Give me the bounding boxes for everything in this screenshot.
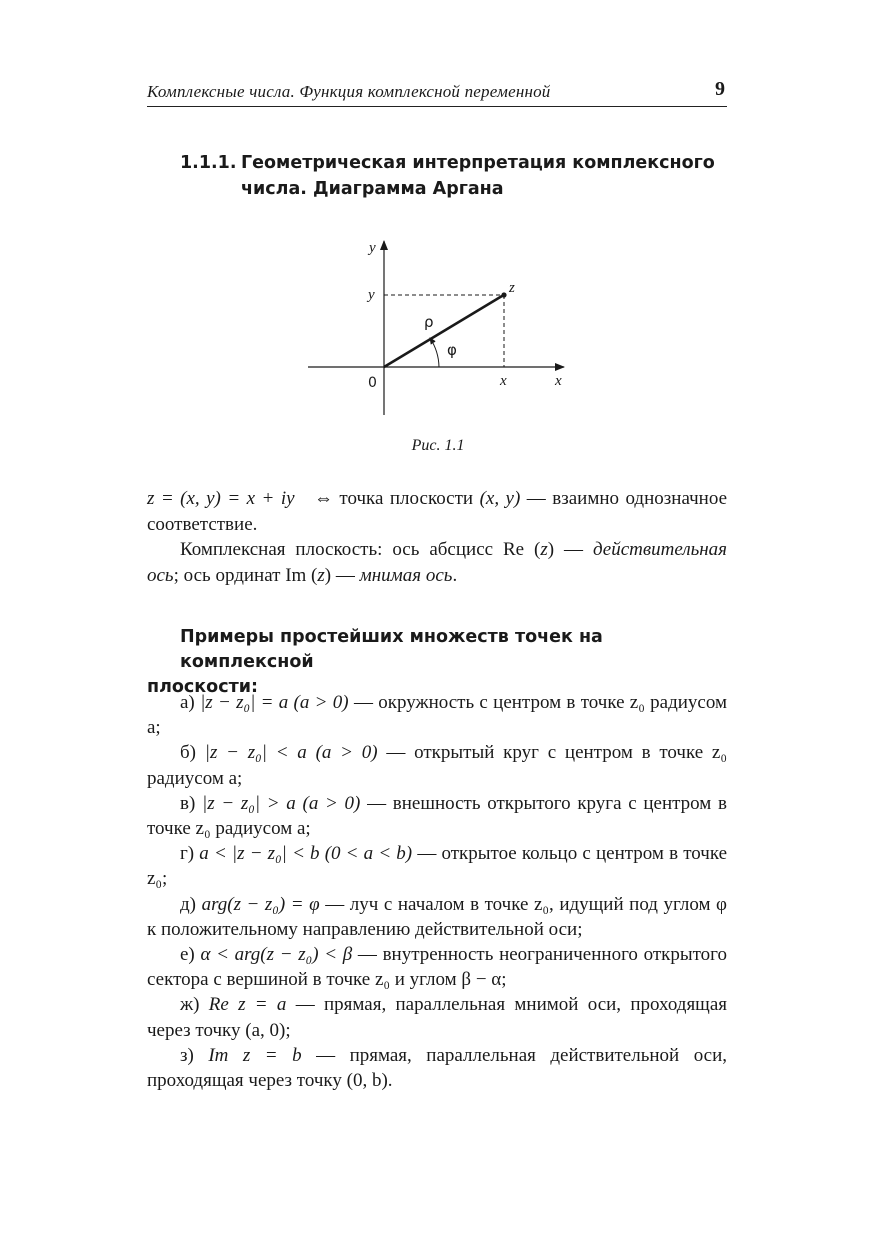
x-axis-label: x [555,373,562,389]
item-formula: |z − z₀| > a (a > 0) [202,792,361,814]
rho-label: ρ [424,313,434,331]
formula-xy: (x, y) [479,488,521,509]
y-tick-label: y [368,287,375,303]
running-header [147,78,727,107]
examples-heading [147,625,728,700]
intro-paragraph-2 [147,537,727,588]
examples-list [147,690,727,1093]
item-text: — прямая, параллельная мнимой оси, проходящая через точку (a, 0); [147,994,727,1041]
running-title: Комплексные числа. Функция комплексной переменной [147,82,551,101]
item-text: — внутренность неограниченного открытого сектора с вершиной в точке z₀ и углом β − α; [147,944,727,991]
item-formula: Re z = a [208,994,287,1016]
item-formula: arg(z − z₀) = φ [201,893,320,915]
item-formula: Im z = b [208,1044,302,1066]
intro-text-f: ) — [324,564,355,586]
examples-heading-line2: плоскости: [147,677,258,697]
list-item [147,942,727,992]
section-number: 1.1.1. [180,153,237,173]
intro-paragraph-1 [147,486,727,537]
y-axis-label: y [369,240,376,256]
item-marker: г) [180,843,195,865]
formula-z-xy: z = (x, y) = x + iy [147,488,295,509]
list-item [147,690,727,740]
argand-diagram [300,235,590,425]
var-z-2: z [317,564,325,586]
radius-vector [384,296,502,367]
item-marker: ж) [180,994,200,1016]
item-marker: з) [180,1044,194,1066]
list-item [147,791,727,841]
item-formula: |z − z₀| < a (a > 0) [204,742,378,764]
list-item [147,992,727,1042]
list-item [147,841,727,891]
page-number: 9 [715,78,725,100]
phi-label: φ [447,341,457,359]
argand-diagram-svg [300,235,590,425]
item-text: — внешность открытого круга с центром в точке z₀ радиусом a; [147,792,727,840]
item-marker: д) [180,893,196,915]
section-title-line1: Геометрическая интерпретация комплексного [241,153,715,173]
angle-arc [430,338,439,367]
list-item [147,892,727,942]
intro-text-d: ) — [547,539,584,560]
item-formula: |z − z₀| = a (a > 0) [200,692,349,713]
item-formula: α < arg(z − z₀) < β [200,944,353,966]
list-item [147,740,727,790]
examples-heading-line1: Примеры простейших множеств точек на комплексной [180,627,603,672]
point-z [501,292,506,297]
intro-text-c: Комплексная плоскость: ось абсцисс Re ( [180,539,541,560]
item-text: — луч с началом в точке z₀, идущий под углом φ к положительному направлению действительной оси; [147,893,728,940]
x-tick-label: x [500,373,507,389]
figure-caption: Рис. 1.1 [411,437,465,454]
item-marker: б) [180,742,196,764]
section-title-line2: числа. Диаграмма Аргана [241,179,504,199]
item-text: — открытый круг с центром в точке z₀ радиусом a; [147,742,727,789]
var-z: z [540,539,548,560]
intro-text-e: ; ось ординат Im ( [173,564,318,586]
equivalence-symbol: ⇔ [313,488,333,509]
term-real-axis: действительная ось [147,539,728,586]
intro-text-b: — взаимно однозначное соответствие. [147,488,728,535]
section-heading [180,150,720,202]
item-text: — открытое кольцо с центром в точке z₀; [147,843,728,890]
intro-text [147,486,727,588]
term-imaginary-axis: мнимая ось [359,564,453,586]
intro-text-a: точка плоскости [339,488,474,509]
point-z-label: z [509,280,515,296]
item-text: — окружность с центром в точке z₀ радиусом a; [147,692,728,739]
list-item [147,1043,727,1093]
item-formula: a < |z − z₀| < b (0 < a < b) [199,843,413,865]
item-text: — прямая, параллельная действительной оси, проходящая через точку (0, b). [147,1044,728,1092]
item-marker: а) [180,692,195,713]
item-marker: е) [180,944,195,966]
origin-label: 0 [368,375,377,391]
item-marker: в) [180,792,196,814]
intro-text-g: . [452,564,458,586]
